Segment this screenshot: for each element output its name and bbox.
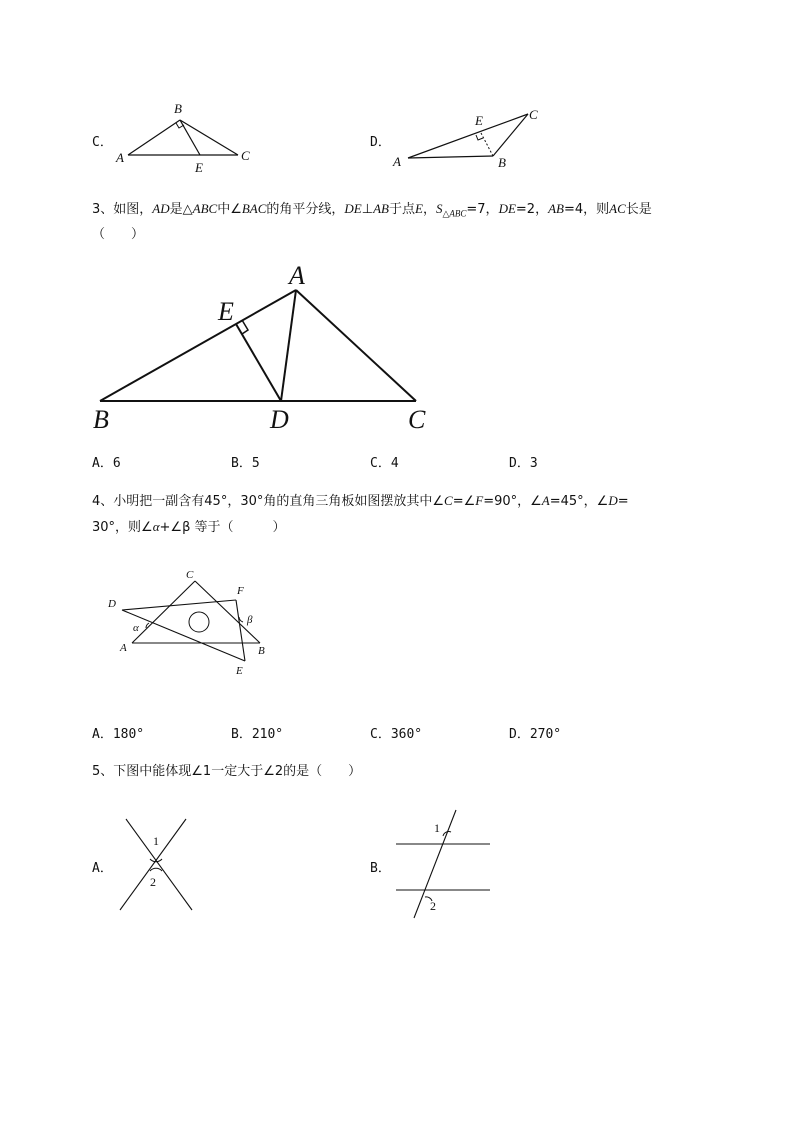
q5a-label-1: 1 — [153, 834, 159, 848]
q5-figure-a — [112, 815, 200, 915]
fig-d-label-e: E — [475, 113, 483, 128]
q5b-label-2: 2 — [430, 899, 436, 913]
q5b-label-1: 1 — [434, 821, 440, 835]
q4-question-line2: 30°，则∠α+∠β 等于（ ） — [92, 519, 286, 535]
q5-figure-b — [392, 806, 496, 922]
q5a-label-2: 2 — [150, 875, 156, 889]
fig-c-label-b: B — [174, 101, 182, 116]
q3-label-b: B — [93, 405, 109, 434]
fig-d-label-c: C — [529, 107, 538, 122]
q4-label-beta: β — [247, 614, 253, 626]
q3-label-e: E — [218, 297, 234, 326]
fig-c-label-e: E — [195, 160, 203, 175]
q4-label-a: A — [120, 642, 127, 654]
q5-option-a-label: A． — [92, 861, 113, 876]
q4-figure — [100, 565, 280, 681]
q3-answer-paren: （ ） — [92, 227, 145, 242]
q4-option-c: C．360° — [370, 727, 423, 742]
q4-label-c: C — [186, 569, 194, 581]
fig-c-label-c: C — [241, 148, 250, 163]
q4-option-d: D．270° — [509, 727, 562, 742]
q4-option-a: A．180° — [92, 727, 145, 742]
q3-option-a: A．6 — [92, 456, 121, 471]
q3-label-c: C — [408, 405, 426, 434]
q4-label-d: D — [108, 598, 116, 610]
q3-option-c: C．4 — [370, 456, 399, 471]
q3-question-line1: 3、如图，AD是△ABC中∠BAC的角平分线，DE⊥AB于点E，$S_{\triangle ABC}=7$，DE=2，AB=4，则AC长是 — [92, 201, 652, 219]
q2-figure-d — [388, 100, 548, 176]
fig-c-label-a: A — [116, 150, 124, 165]
q4-label-e: E — [236, 665, 243, 677]
q5-option-b-label: B． — [370, 861, 391, 876]
fig-d-label-b: B — [498, 155, 506, 170]
q4-label-b: B — [258, 645, 265, 657]
q4-question-line1: 4、小明把一副含有45°，30°角的直角三角板如图摆放其中∠C=∠F=90°，∠A=45°，∠D= — [92, 493, 629, 509]
q3-figure — [88, 258, 438, 438]
q3-option-d: D．3 — [509, 456, 538, 471]
q4-label-alpha: α — [133, 622, 139, 634]
q4-label-f: F — [237, 585, 244, 597]
option-c-label: C． — [92, 135, 113, 150]
q3-option-b: B．5 — [231, 456, 260, 471]
q4-option-b: B．210° — [231, 727, 284, 742]
fig-d-label-a: A — [393, 154, 401, 169]
q3-label-a: A — [289, 261, 305, 290]
q2-figure-c — [110, 98, 260, 178]
q3-label-d: D — [270, 405, 289, 434]
option-d-label: D． — [370, 135, 391, 150]
q5-question: 5、下图中能体现∠1一定大于∠2的是（ ） — [92, 764, 362, 779]
